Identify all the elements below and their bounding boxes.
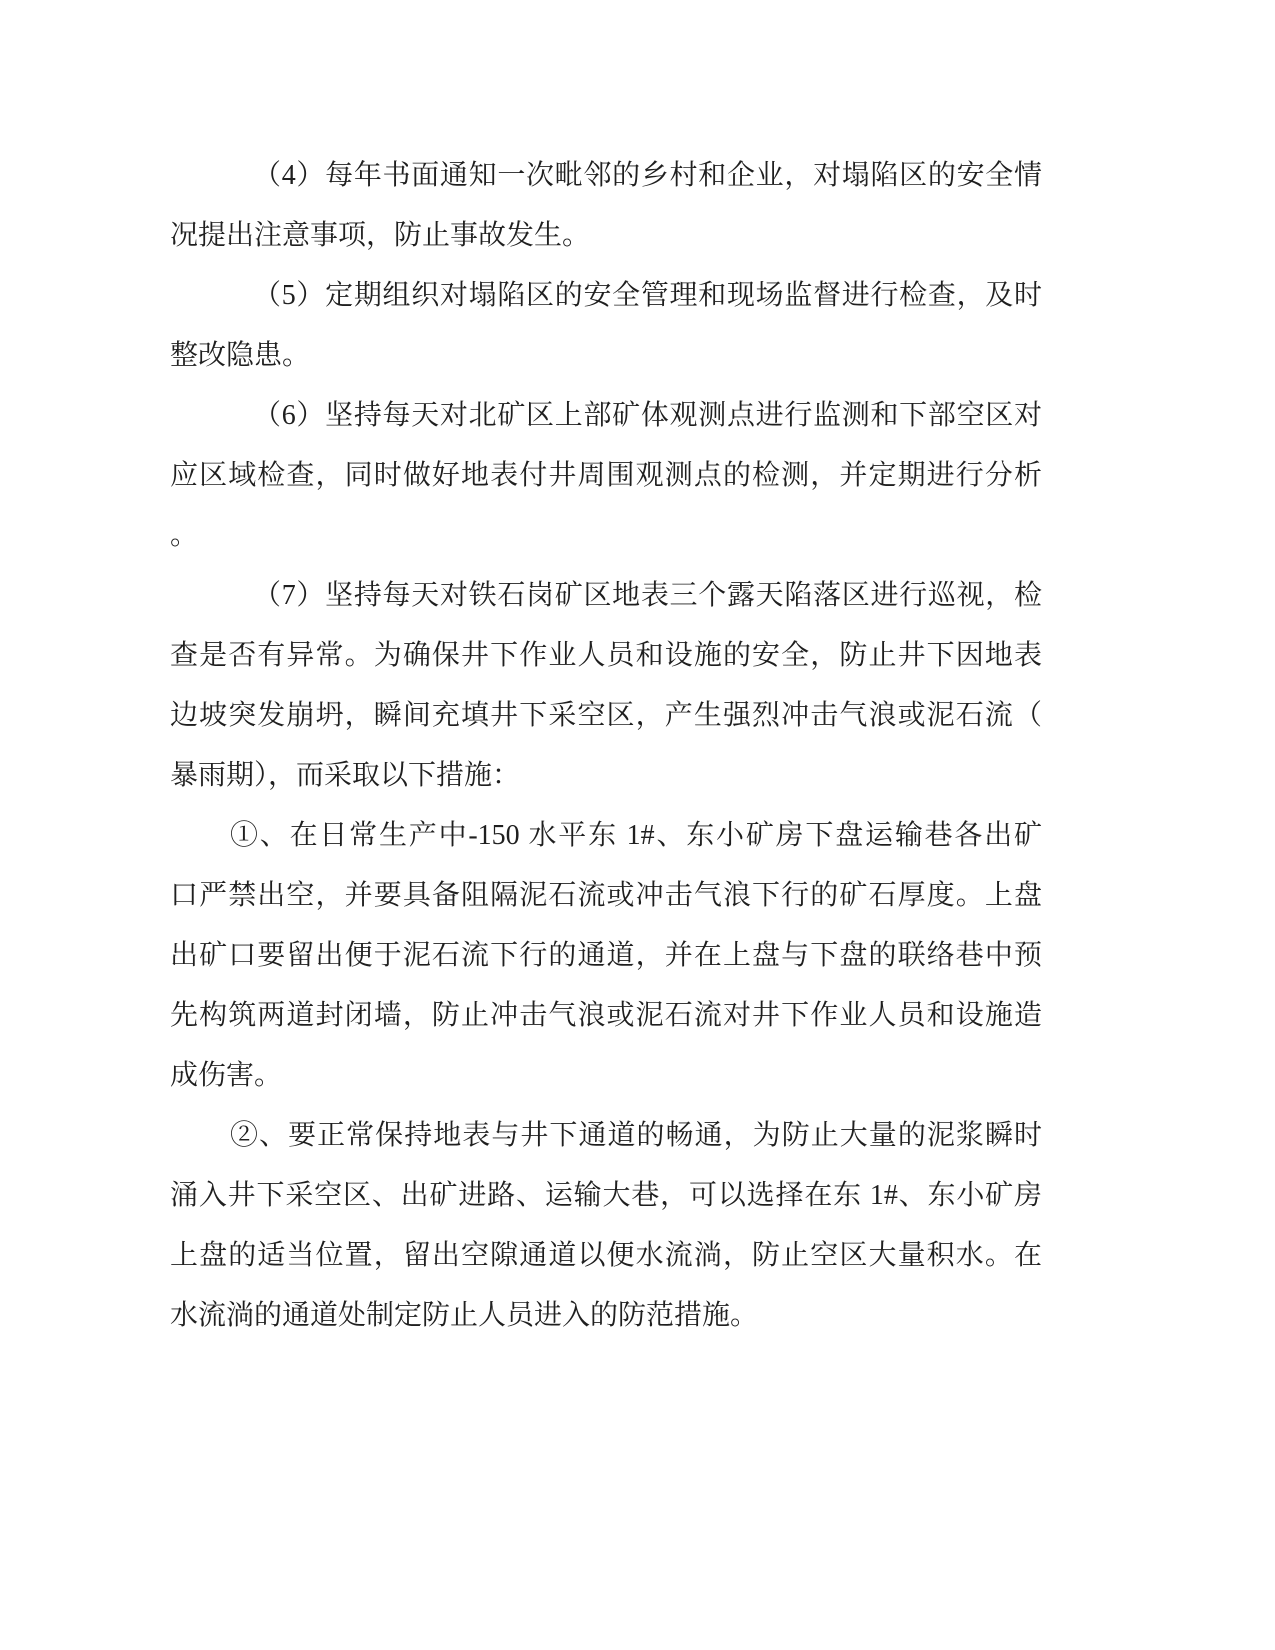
text-line: ②、要正常保持地表与井下通道的畅通，为防止大量的泥浆瞬时	[230, 1120, 1042, 1151]
text-line: 查是否有异常。为确保井下作业人员和设施的安全，防止井下因地表	[170, 640, 1042, 671]
text-line: 上盘的适当位置，留出空隙通道以便水流淌，防止空区大量积水。在	[170, 1240, 1042, 1271]
paragraph-item-5	[170, 266, 1042, 386]
text-line: （7）坚持每天对铁石岗矿区地表三个露天陷落区进行巡视，检	[253, 580, 1042, 611]
paragraph-item-7	[170, 566, 1042, 806]
text-line: 水流淌的通道处制定防止人员进入的防范措施。	[170, 1300, 759, 1331]
text-line: 应区域检查，同时做好地表付井周围观测点的检测，并定期进行分析	[170, 460, 1042, 491]
text-line: 成伤害。	[170, 1060, 283, 1091]
text-line: ①、在日常生产中-150 水平东 1#、东小矿房下盘运输巷各出矿	[230, 820, 1042, 851]
text-line: 出矿口要留出便于泥石流下行的通道，并在上盘与下盘的联络巷中预	[170, 940, 1042, 971]
text-line: 暴雨期），而采取以下措施：	[170, 760, 521, 791]
text-line: 口严禁出空，并要具备阻隔泥石流或冲击气浪下行的矿石厚度。上盘	[170, 880, 1042, 911]
paragraph-item-6	[170, 386, 1042, 566]
text-line: 整改隐患。	[170, 340, 311, 371]
text-line: 边坡突发崩坍，瞬间充填井下采空区，产生强烈冲击气浪或泥石流（	[170, 700, 1042, 731]
paragraph-sub-item-1	[170, 806, 1042, 1106]
text-line: （5）定期组织对塌陷区的安全管理和现场监督进行检查，及时	[253, 280, 1042, 311]
text-line: 先构筑两道封闭墙，防止冲击气浪或泥石流对井下作业人员和设施造	[170, 1000, 1042, 1031]
paragraph-item-4	[170, 146, 1042, 266]
text-line: （6）坚持每天对北矿区上部矿体观测点进行监测和下部空区对	[253, 400, 1042, 431]
text-line: 。	[170, 520, 199, 551]
paragraph-sub-item-2	[170, 1106, 1042, 1346]
document-body	[170, 146, 1042, 1346]
text-line: （4）每年书面通知一次毗邻的乡村和企业，对塌陷区的安全情	[253, 160, 1042, 191]
text-line: 况提出注意事项，防止事故发生。	[170, 220, 591, 251]
text-line: 涌入井下采空区、出矿进路、运输大巷，可以选择在东 1#、东小矿房	[170, 1180, 1042, 1211]
